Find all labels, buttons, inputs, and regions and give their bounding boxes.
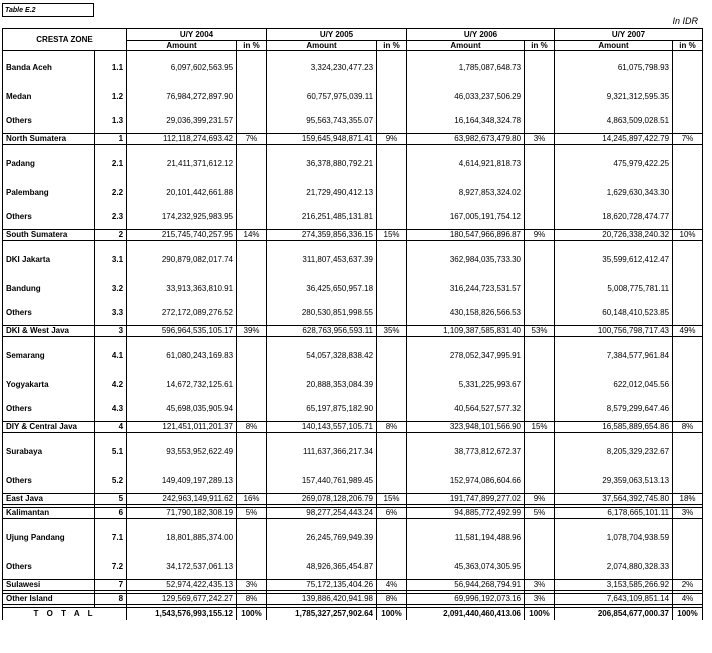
pct-cell <box>525 555 555 580</box>
table-caption: Table E.2 <box>2 3 94 17</box>
pct-cell: 3% <box>673 508 703 519</box>
subtotal-row <box>3 326 703 337</box>
pct-cell <box>525 339 555 373</box>
subtotal-row <box>3 508 703 519</box>
pct-cell: 15% <box>525 422 555 433</box>
pct-cell <box>377 277 407 301</box>
subtotal-row <box>3 134 703 145</box>
amount-cell: 14,245,897,422.79 <box>555 134 673 145</box>
zone-code: 6 <box>95 508 127 519</box>
pct-cell <box>377 301 407 326</box>
amount-cell: 46,033,237,506.29 <box>407 85 525 109</box>
pct-cell <box>237 301 267 326</box>
zone-name: Others <box>3 301 95 326</box>
zone-code: 4.2 <box>95 373 127 397</box>
amount-cell: 2,091,440,460,413.06 <box>407 608 525 621</box>
amount-cell: 628,763,956,593.11 <box>267 326 377 337</box>
pct-cell: 8% <box>237 422 267 433</box>
amount-cell: 60,757,975,039.11 <box>267 85 377 109</box>
zone-code: 2.3 <box>95 205 127 230</box>
pct-cell <box>377 397 407 422</box>
pct-cell <box>237 243 267 277</box>
pct-cell: 16% <box>237 494 267 505</box>
grand-total-row <box>3 608 703 621</box>
amount-cell: 8,205,329,232.67 <box>555 435 673 469</box>
amount-cell: 54,057,328,838.42 <box>267 339 377 373</box>
pct-cell: 14% <box>237 230 267 241</box>
pct-cell: 6% <box>377 508 407 519</box>
amount-cell: 21,411,371,612.12 <box>127 147 237 181</box>
amount-cell: 139,886,420,941.98 <box>267 594 377 605</box>
subtotal-row <box>3 422 703 433</box>
amount-cell: 323,948,101,566.90 <box>407 422 525 433</box>
zone-code: 5.2 <box>95 469 127 494</box>
amount-cell: 272,172,089,276.52 <box>127 301 237 326</box>
header-year: U/Y 2004 <box>127 29 267 41</box>
table-row <box>3 51 703 86</box>
amount-cell: 95,563,743,355.07 <box>267 109 377 134</box>
amount-cell: 48,926,365,454.87 <box>267 555 377 580</box>
pct-cell <box>673 469 703 494</box>
pct-cell <box>237 109 267 134</box>
pct-cell <box>673 85 703 109</box>
amount-cell: 112,118,274,693.42 <box>127 134 237 145</box>
pct-cell: 4% <box>377 580 407 591</box>
amount-cell: 18,801,885,374.00 <box>127 521 237 555</box>
pct-cell <box>377 109 407 134</box>
amount-cell: 7,643,109,851.14 <box>555 594 673 605</box>
subtotal-row <box>3 594 703 605</box>
amount-cell: 157,440,761,989.45 <box>267 469 377 494</box>
table-row <box>3 435 703 469</box>
pct-cell <box>673 51 703 86</box>
amount-cell: 1,109,387,585,831.40 <box>407 326 525 337</box>
amount-cell: 3,324,230,477.23 <box>267 51 377 86</box>
pct-cell <box>377 243 407 277</box>
pct-cell <box>525 109 555 134</box>
zone-code: 4.1 <box>95 339 127 373</box>
amount-cell: 280,530,851,998.55 <box>267 301 377 326</box>
zone-name: South Sumatera <box>3 230 95 241</box>
amount-cell: 216,251,485,131.81 <box>267 205 377 230</box>
subtotal-row <box>3 494 703 505</box>
zone-code: 1.1 <box>95 51 127 86</box>
amount-cell: 60,148,410,523.85 <box>555 301 673 326</box>
amount-cell: 9,321,312,595.35 <box>555 85 673 109</box>
zone-name: Others <box>3 205 95 230</box>
zone-code: 4 <box>95 422 127 433</box>
pct-cell <box>673 397 703 422</box>
zone-name: Other Island <box>3 594 95 605</box>
table-row <box>3 521 703 555</box>
amount-cell: 69,996,192,073.16 <box>407 594 525 605</box>
zone-code: 3 <box>95 326 127 337</box>
amount-cell: 75,172,135,404.26 <box>267 580 377 591</box>
amount-cell: 316,244,723,531.57 <box>407 277 525 301</box>
pct-cell <box>673 301 703 326</box>
amount-cell: 98,277,254,443.24 <box>267 508 377 519</box>
grand-total-label: T O T A L <box>3 608 127 621</box>
pct-cell <box>237 339 267 373</box>
amount-cell: 21,729,490,412.13 <box>267 181 377 205</box>
amount-cell: 1,543,576,993,155.12 <box>127 608 237 621</box>
zone-name: Medan <box>3 85 95 109</box>
amount-cell: 4,863,509,028.51 <box>555 109 673 134</box>
pct-cell: 8% <box>237 594 267 605</box>
pct-cell: 5% <box>237 508 267 519</box>
amount-cell: 63,982,673,479.80 <box>407 134 525 145</box>
pct-cell <box>237 85 267 109</box>
pct-cell <box>237 435 267 469</box>
pct-cell: 49% <box>673 326 703 337</box>
zone-name: Semarang <box>3 339 95 373</box>
amount-cell: 16,164,348,324.78 <box>407 109 525 134</box>
pct-cell <box>673 373 703 397</box>
amount-cell: 191,747,899,277.02 <box>407 494 525 505</box>
zone-name: Others <box>3 469 95 494</box>
zone-code: 7.2 <box>95 555 127 580</box>
pct-cell <box>525 469 555 494</box>
pct-cell: 3% <box>525 134 555 145</box>
amount-cell: 36,378,880,792.21 <box>267 147 377 181</box>
header-pct: in % <box>237 41 267 51</box>
amount-cell: 76,984,272,897.90 <box>127 85 237 109</box>
amount-cell: 290,879,082,017.74 <box>127 243 237 277</box>
table-row <box>3 205 703 230</box>
zone-name: Sulawesi <box>3 580 95 591</box>
amount-cell: 622,012,045.56 <box>555 373 673 397</box>
zone-code: 1.3 <box>95 109 127 134</box>
zone-name: Banda Aceh <box>3 51 95 86</box>
amount-cell: 36,425,650,957.18 <box>267 277 377 301</box>
amount-cell: 26,245,769,949.39 <box>267 521 377 555</box>
pct-cell <box>377 521 407 555</box>
zone-code: 7.1 <box>95 521 127 555</box>
pct-cell <box>377 339 407 373</box>
amount-cell: 40,564,527,577.32 <box>407 397 525 422</box>
pct-cell: 7% <box>673 134 703 145</box>
amount-cell: 5,008,775,781.11 <box>555 277 673 301</box>
header-pct: in % <box>525 41 555 51</box>
pct-cell: 9% <box>525 230 555 241</box>
pct-cell <box>673 181 703 205</box>
zone-code: 2.1 <box>95 147 127 181</box>
amount-cell: 6,097,602,563.95 <box>127 51 237 86</box>
table-row <box>3 147 703 181</box>
header-year: U/Y 2007 <box>555 29 703 41</box>
header-pct: in % <box>673 41 703 51</box>
zone-code: 1 <box>95 134 127 145</box>
zone-code: 3.1 <box>95 243 127 277</box>
zone-name: North Sumatera <box>3 134 95 145</box>
amount-cell: 29,359,063,513.13 <box>555 469 673 494</box>
amount-cell: 149,409,197,289.13 <box>127 469 237 494</box>
pct-cell: 9% <box>377 134 407 145</box>
amount-cell: 38,773,812,672.37 <box>407 435 525 469</box>
amount-cell: 29,036,399,231.57 <box>127 109 237 134</box>
amount-cell: 52,974,422,435.13 <box>127 580 237 591</box>
table-row <box>3 397 703 422</box>
amount-cell: 34,172,537,061.13 <box>127 555 237 580</box>
pct-cell <box>237 277 267 301</box>
pct-cell: 53% <box>525 326 555 337</box>
header-amount: Amount <box>127 41 237 51</box>
table-row <box>3 277 703 301</box>
amount-cell: 140,143,557,105.71 <box>267 422 377 433</box>
pct-cell: 3% <box>237 580 267 591</box>
pct-cell <box>673 339 703 373</box>
pct-cell <box>525 85 555 109</box>
pct-cell <box>237 205 267 230</box>
pct-cell: 3% <box>525 580 555 591</box>
header-pct: in % <box>377 41 407 51</box>
zone-code: 4.3 <box>95 397 127 422</box>
table-row <box>3 469 703 494</box>
amount-cell: 18,620,728,474.77 <box>555 205 673 230</box>
amount-cell: 7,384,577,961.84 <box>555 339 673 373</box>
pct-cell <box>673 205 703 230</box>
amount-cell: 20,888,353,084.39 <box>267 373 377 397</box>
amount-cell: 1,629,630,343.30 <box>555 181 673 205</box>
pct-cell <box>237 521 267 555</box>
zone-code: 2 <box>95 230 127 241</box>
pct-cell <box>525 205 555 230</box>
pct-cell: 35% <box>377 326 407 337</box>
amount-cell: 215,745,740,257.95 <box>127 230 237 241</box>
amount-cell: 14,672,732,125.61 <box>127 373 237 397</box>
pct-cell <box>377 181 407 205</box>
table-row <box>3 555 703 580</box>
amount-cell: 20,101,442,661.88 <box>127 181 237 205</box>
amount-cell: 5,331,225,993.67 <box>407 373 525 397</box>
pct-cell <box>525 435 555 469</box>
pct-cell: 9% <box>525 494 555 505</box>
pct-cell <box>525 373 555 397</box>
amount-cell: 1,785,087,648.73 <box>407 51 525 86</box>
amount-cell: 121,451,011,201.37 <box>127 422 237 433</box>
pct-cell: 8% <box>377 594 407 605</box>
amount-cell: 33,913,363,810.91 <box>127 277 237 301</box>
amount-cell: 174,232,925,983.95 <box>127 205 237 230</box>
zone-code: 8 <box>95 594 127 605</box>
zone-code: 3.3 <box>95 301 127 326</box>
pct-cell <box>673 147 703 181</box>
amount-cell: 159,645,948,871.41 <box>267 134 377 145</box>
amount-cell: 11,581,194,488.96 <box>407 521 525 555</box>
subtotal-row <box>3 230 703 241</box>
zone-name: Ujung Pandang <box>3 521 95 555</box>
zone-code: 3.2 <box>95 277 127 301</box>
amount-cell: 4,614,921,818.73 <box>407 147 525 181</box>
amount-cell: 430,158,826,566.53 <box>407 301 525 326</box>
pct-cell <box>673 435 703 469</box>
amount-cell: 8,927,853,324.02 <box>407 181 525 205</box>
amount-cell: 56,944,268,794.91 <box>407 580 525 591</box>
amount-cell: 71,790,182,308.19 <box>127 508 237 519</box>
pct-cell: 3% <box>525 594 555 605</box>
amount-cell: 3,153,585,266.92 <box>555 580 673 591</box>
amount-cell: 180,547,966,896.87 <box>407 230 525 241</box>
table-row <box>3 373 703 397</box>
pct-cell: 100% <box>525 608 555 621</box>
pct-cell <box>525 521 555 555</box>
amount-cell: 8,579,299,647.46 <box>555 397 673 422</box>
header-year: U/Y 2005 <box>267 29 407 41</box>
pct-cell <box>377 205 407 230</box>
pct-cell <box>525 181 555 205</box>
amount-cell: 2,074,880,328.33 <box>555 555 673 580</box>
zone-name: DKI Jakarta <box>3 243 95 277</box>
pct-cell <box>237 51 267 86</box>
amount-cell: 129,569,677,242.27 <box>127 594 237 605</box>
zone-code: 1.2 <box>95 85 127 109</box>
pct-cell: 2% <box>673 580 703 591</box>
table-row <box>3 243 703 277</box>
pct-cell: 100% <box>237 608 267 621</box>
pct-cell: 8% <box>377 422 407 433</box>
amount-cell: 269,078,128,206.79 <box>267 494 377 505</box>
header-cresta-zone: CRESTA ZONE <box>3 29 127 51</box>
zone-name: Palembang <box>3 181 95 205</box>
amount-cell: 61,075,798.93 <box>555 51 673 86</box>
header-amount: Amount <box>407 41 525 51</box>
amount-cell: 45,363,074,305.95 <box>407 555 525 580</box>
pct-cell: 100% <box>673 608 703 621</box>
zone-code: 2.2 <box>95 181 127 205</box>
pct-cell <box>377 147 407 181</box>
pct-cell: 100% <box>377 608 407 621</box>
zone-name: Others <box>3 109 95 134</box>
zone-name: Others <box>3 397 95 422</box>
amount-cell: 100,756,798,717.43 <box>555 326 673 337</box>
pct-cell <box>237 373 267 397</box>
amount-cell: 475,979,422.25 <box>555 147 673 181</box>
amount-cell: 16,585,889,654.86 <box>555 422 673 433</box>
amount-cell: 1,785,327,257,902.64 <box>267 608 377 621</box>
pct-cell <box>237 555 267 580</box>
pct-cell <box>237 397 267 422</box>
zone-name: DKI & West Java <box>3 326 95 337</box>
amount-cell: 167,005,191,754.12 <box>407 205 525 230</box>
pct-cell <box>673 555 703 580</box>
header-amount: Amount <box>267 41 377 51</box>
pct-cell: 5% <box>525 508 555 519</box>
pct-cell: 18% <box>673 494 703 505</box>
pct-cell: 15% <box>377 494 407 505</box>
pct-cell <box>237 181 267 205</box>
zone-name: DIY & Central Java <box>3 422 95 433</box>
amount-cell: 93,553,952,622.49 <box>127 435 237 469</box>
pct-cell <box>377 555 407 580</box>
pct-cell <box>673 109 703 134</box>
amount-cell: 111,637,366,217.34 <box>267 435 377 469</box>
pct-cell <box>673 521 703 555</box>
amount-cell: 20,726,338,240.32 <box>555 230 673 241</box>
pct-cell: 10% <box>673 230 703 241</box>
pct-cell <box>377 435 407 469</box>
subtotal-row <box>3 580 703 591</box>
pct-cell <box>237 147 267 181</box>
pct-cell <box>525 51 555 86</box>
pct-cell <box>673 243 703 277</box>
amount-cell: 45,698,035,905.94 <box>127 397 237 422</box>
header-amount: Amount <box>555 41 673 51</box>
pct-cell <box>525 147 555 181</box>
table-row <box>3 85 703 109</box>
amount-cell: 94,885,772,492.99 <box>407 508 525 519</box>
pct-cell <box>525 301 555 326</box>
zone-code: 5.1 <box>95 435 127 469</box>
pct-cell <box>237 469 267 494</box>
pct-cell: 15% <box>377 230 407 241</box>
pct-cell <box>377 51 407 86</box>
zone-code: 7 <box>95 580 127 591</box>
pct-cell <box>525 243 555 277</box>
table-body <box>3 51 703 621</box>
pct-cell: 4% <box>673 594 703 605</box>
amount-cell: 152,974,086,604.66 <box>407 469 525 494</box>
amount-cell: 1,078,704,938.59 <box>555 521 673 555</box>
amount-cell: 242,963,149,911.62 <box>127 494 237 505</box>
header-year: U/Y 2006 <box>407 29 555 41</box>
zone-name: Surabaya <box>3 435 95 469</box>
zone-name: Yogyakarta <box>3 373 95 397</box>
amount-cell: 362,984,035,733.30 <box>407 243 525 277</box>
pct-cell <box>377 469 407 494</box>
pct-cell <box>673 277 703 301</box>
pct-cell: 8% <box>673 422 703 433</box>
pct-cell <box>377 85 407 109</box>
zone-name: Padang <box>3 147 95 181</box>
pct-cell: 7% <box>237 134 267 145</box>
currency-unit: In IDR <box>672 16 698 26</box>
amount-cell: 206,854,677,000.37 <box>555 608 673 621</box>
amount-cell: 596,964,535,105.17 <box>127 326 237 337</box>
amount-cell: 311,807,453,637.39 <box>267 243 377 277</box>
amount-cell: 274,359,856,336.15 <box>267 230 377 241</box>
pct-cell <box>525 397 555 422</box>
table-row <box>3 181 703 205</box>
zone-code: 5 <box>95 494 127 505</box>
pct-cell <box>525 277 555 301</box>
amount-cell: 37,564,392,745.80 <box>555 494 673 505</box>
amount-cell: 65,197,875,182.90 <box>267 397 377 422</box>
zone-name: Kalimantan <box>3 508 95 519</box>
zone-name: East Java <box>3 494 95 505</box>
zone-name: Others <box>3 555 95 580</box>
pct-cell <box>377 373 407 397</box>
cresta-zone-table <box>2 28 703 620</box>
table-row <box>3 109 703 134</box>
amount-cell: 278,052,347,995.91 <box>407 339 525 373</box>
pct-cell: 39% <box>237 326 267 337</box>
amount-cell: 6,178,665,101.11 <box>555 508 673 519</box>
table-row <box>3 301 703 326</box>
zone-name: Bandung <box>3 277 95 301</box>
amount-cell: 61,080,243,169.83 <box>127 339 237 373</box>
amount-cell: 35,599,612,412.47 <box>555 243 673 277</box>
table-row <box>3 339 703 373</box>
